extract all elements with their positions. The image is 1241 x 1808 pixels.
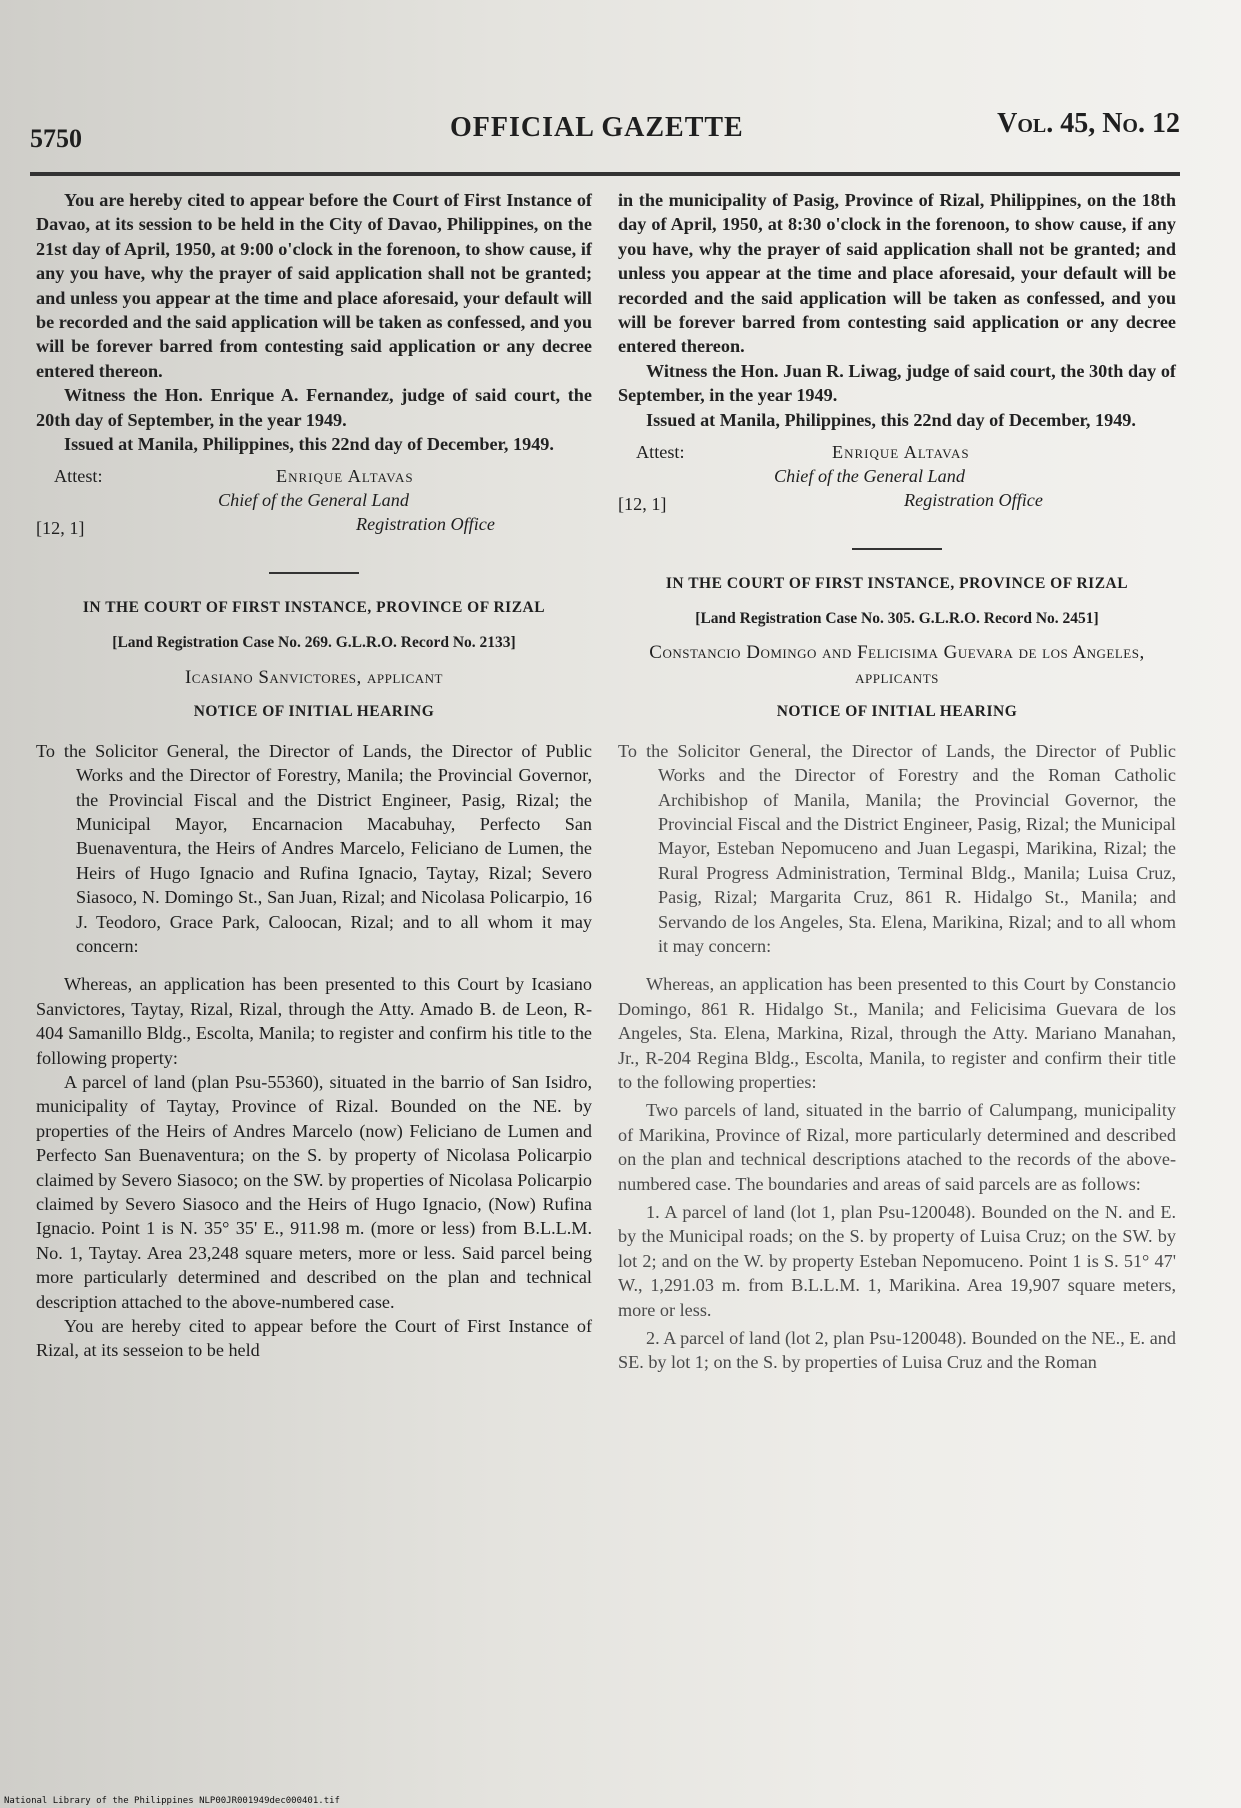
attest-title-line-1: Chief of the General Land	[774, 466, 965, 487]
right-issued: Issued at Manila, Philippines, this 22nd day of December, 1949.	[646, 409, 1136, 430]
parcels-intro: Two parcels of land, situated in the barrio of Calumpang, municipality of Marikina, Province of Rizal, more particularly determined and described on the plan and technical descriptions atached to the records of the above-numbered case. The boundaries and areas of said parcels are as follows:	[618, 1100, 1176, 1194]
addressee-list: To the Solicitor General, the Director of Lands, the Director of Public Works and the Director of Forestry and the Roman Catholic Archibishop of Manila, Manila; the Provincial Governor, the Provincial Fiscal and the District Engineer, Pasig, Rizal; the Municipal Mayor, Esteban Nepomuceno and Juan Legaspi, Marikina, Rizal; the Rural Progress Administration, Terminal Bldg., Manila; Luisa Cruz, Pasig, Rizal; Margarita Cruz, 861 R. Hidalgo St., Manila; and Servando de los Angeles, Sta. Elena, Marikina, Rizal; and to all whom it may concern:	[618, 740, 1176, 956]
case-number: [Land Registration Case No. 269. G.L.R.O. Record No. 2133]	[112, 634, 516, 652]
left-column	[36, 188, 592, 1363]
right-column	[618, 188, 1176, 1375]
attest-title-line-2: Registration Office	[356, 514, 495, 535]
issue-reference: [12, 1]	[618, 494, 667, 515]
scan-source-footer: National Library of the Philippines NLP00JR001949dec000401.tif	[4, 1796, 340, 1806]
left-witness: Witness the Hon. Enrique A. Fernandez, judge of said court, the 20th day of September, in the year 1949.	[36, 385, 592, 430]
cited-paragraph: You are hereby cited to appear before the Court of First Instance of Rizal, at its sesseion to be held	[36, 1316, 592, 1361]
right-witness: Witness the Hon. Juan R. Liwag, judge of said court, the 30th day of September, in the year 1949.	[618, 360, 1176, 406]
attest-title-line-1: Chief of the General Land	[218, 490, 409, 511]
attest-name: Enrique Altavas	[276, 466, 414, 487]
volume-number: Vol. 45, No. 12	[997, 108, 1180, 139]
attest-label: Attest:	[54, 466, 103, 487]
left-cited-paragraph: You are hereby cited to appear before the Court of First Instance of Davao, at its session to be held in the City of Davao, Philippines, on the 21st day of April, 1950, at 9:00 o'clock in the forenoon, to show cause, if any you have, why the prayer of said application shall not be granted; and unless you appear at the time and place aforesaid, your default will be recorded and the said application will be taken as confessed, and you will be forever barred from contesting said application or any decree entered thereon.	[36, 190, 592, 381]
parcel-1-description: 1. A parcel of land (lot 1, plan Psu-120048). Bounded on the N. and E. by the Municipal roads; on the S. by property of Luisa Cruz; on the SW. by lot 2; and on the W. by property Esteban Nepomuceno. Point 1 is S. 51° 47' W., 1,291.03 m. from B.L.L.M. 1, Marikina. Area 19,907 square meters, more or less.	[618, 1202, 1176, 1320]
right-cited-paragraph: in the municipality of Pasig, Province of Rizal, Philippines, on the 18th day of April, 1950, at 8:30 o'clock in the forenoon, to show cause, if any you have, why the prayer of said application shall not be granted; and unless you appear at the time and place aforesaid, your default will be recorded and the said application will be taken as confessed, and you will be forever barred from contesting said application or any decree entered thereon.	[618, 190, 1176, 357]
attest-title-line-2: Registration Office	[904, 490, 1043, 511]
applicant-name: Constancio Domingo and Felicisima Guevara de los Angeles, applicants	[649, 642, 1145, 688]
court-heading: IN THE COURT OF FIRST INSTANCE, PROVINCE OF RIZAL	[665, 575, 1129, 593]
attest-label: Attest:	[636, 442, 685, 463]
right-attest-block	[618, 436, 1176, 522]
parcel-description: A parcel of land (plan Psu-55360), situated in the barrio of San Isidro, municipality of Taytay, Province of Rizal. Bounded on the NE. by properties of the Heirs of Andres Marcelo (now) Feliciano de Lumen and Perfecto San Buenaventura; on the S. by property of Nicolasa Policarpio claimed by Severo Siasoco; on the SW. by properties of Nicolasa Policarpio claimed by Severo Siasoco and the Heirs of Hugo Ignacio, (Now) Rufina Ignacio. Point 1 is N. 35° 35' E., 911.98 m. (more or less) from B.L.L.M. No. 1, Taytay. Area 23,248 square meters, more or less. Said parcel being more particularly determined and described on the plan and technical description attached to the above-numbered case.	[36, 1071, 592, 1312]
page-header	[30, 108, 1180, 153]
court-heading: IN THE COURT OF FIRST INSTANCE, PROVINCE OF RIZAL	[82, 599, 546, 617]
whereas-paragraph: Whereas, an application has been presented to this Court by Icasiano Sanvictores, Taytay, Rizal, Rizal, through the Atty. Amado B. de Leon, R-404 Samanillo Bldg., Escolta, Manila; to register and confirm his title to the following property:	[36, 974, 592, 1068]
addressee-list: To the Solicitor General, the Director of Lands, the Director of Public Works and the Director of Forestry, Manila; the Provincial Governor, the Provincial Fiscal and the District Engineer, Pasig, Rizal; the Municipal Mayor, Encarnacion Macabuhay, Perfecto San Buenaventura, the Heirs of Andres Marcelo, Feliciano de Lumen, the Heirs of Hugo Ignacio and Rufina Ignacio, Taytay, Rizal; Severo Siasoco, N. Domingo St., San Juan, Rizal; and Nicolasa Policarpio, 16 J. Teodoro, Grace Park, Caloocan, Rizal; and to all whom it may concern:	[36, 740, 592, 956]
page-number: 5750	[30, 124, 82, 153]
notice-heading: NOTICE OF INITIAL HEARING	[776, 703, 1018, 721]
header-rule	[30, 172, 1180, 176]
attest-name: Enrique Altavas	[832, 442, 970, 463]
notice-heading: NOTICE OF INITIAL HEARING	[193, 703, 435, 721]
section-separator	[852, 548, 942, 550]
applicant-name: Icasiano Sanvictores, applicant	[184, 666, 444, 688]
section-separator	[269, 572, 359, 574]
whereas-paragraph: Whereas, an application has been presented to this Court by Constancio Domingo, 861 R. Hidalgo St., Manila; and Felicisima Guevara de los Angeles, Sta. Elena, Markina, Rizal, through the Atty. Mariano Manahan, Jr., R-204 Regina Bldg., Escolta, Manila, to register and confirm their title to the following properties:	[618, 974, 1176, 1092]
left-attest-block	[36, 460, 592, 546]
parcel-2-description: 2. A parcel of land (lot 2, plan Psu-120048). Bounded on the NE., E. and SE. by lot 1; on the S. by properties of Luisa Cruz and the Roman	[618, 1328, 1176, 1373]
case-number: [Land Registration Case No. 305. G.L.R.O. Record No. 2451]	[695, 610, 1099, 628]
issue-reference: [12, 1]	[36, 518, 85, 539]
gazette-title: OFFICIAL GAZETTE	[450, 112, 744, 143]
left-issued: Issued at Manila, Philippines, this 22nd day of December, 1949.	[64, 434, 554, 455]
